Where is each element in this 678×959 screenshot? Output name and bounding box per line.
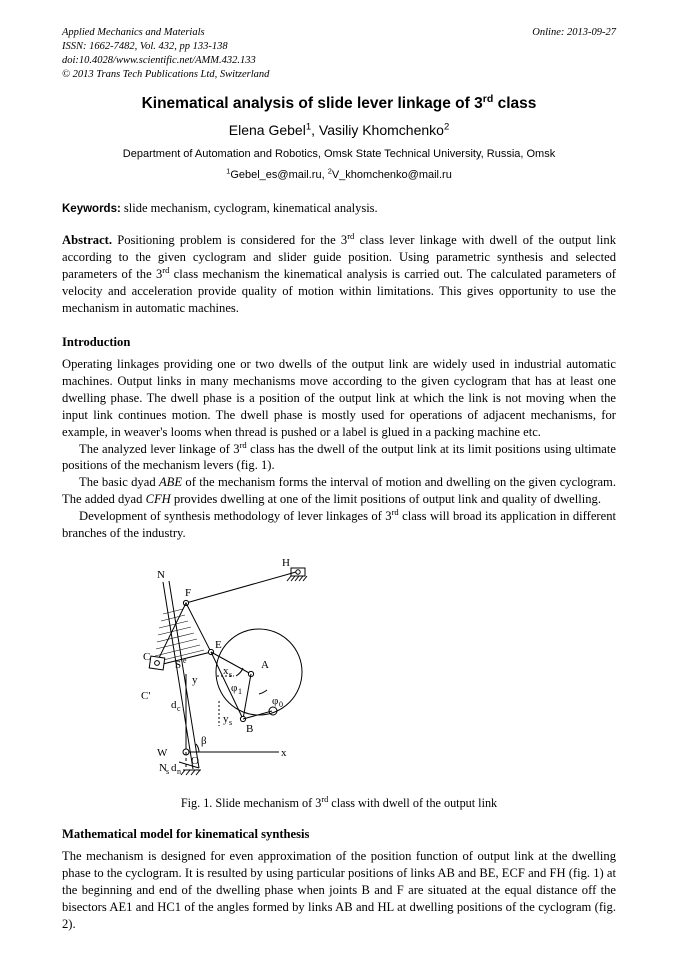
intro-p3-b: of the mechanism forms the interval of motion and dwelling on the given cyclogram. The added dyad (62, 475, 616, 507)
label-W: W (157, 747, 168, 760)
abstract-text-2: class lever linkage with dwell of the output link according to the given cyclogram and slider guide position. Using parametric synthesis and selected parameters of the 3 (62, 233, 617, 282)
intro-p4-a: Development of synthesis methodology of lever linkages of 3 (79, 509, 392, 524)
intro-p3-a: The basic dyad (79, 475, 159, 490)
intro-p3-c: provides dwelling at one of the limit positions of output link and quality of dwelling. (170, 492, 602, 507)
label-C: C (143, 651, 151, 664)
author-two-affil-marker: 2 (443, 121, 450, 133)
label-N: N (157, 569, 165, 582)
label-S: S (175, 659, 182, 672)
label-E: E (215, 639, 222, 652)
intro-p4-sup: rd (391, 507, 399, 518)
abstract-label: Abstract. (62, 233, 113, 248)
intro-p2-b: class has the dwell of the output link at its limit positions using ultimate positions of the mechanism levers (fig. 1). (62, 441, 616, 473)
introduction-paragraph-1: Operating linkages providing one or two dwells of the output link are widely used in industrial automatic machines. Output links in many mechanisms move according to the given cyclogram that has at least one dwelling phase. The dwell phase is a position of the output link at which the link is not moving when the input link continues motion. The dwell phase is mostly used for operations of adjacent mechanisms, for example, in weaver's looms when thread is pushed or a label is glued in a packing machine etc. (62, 356, 616, 439)
title-part2: class (493, 95, 537, 113)
keywords (62, 201, 616, 216)
abstract-text-3: class mechanism the kinematical analysis is carried out. The calculated parameters of velocity and acceleration provide quality of motion within limitations. This gives opportunity to use the mechanism in automatic machines. (62, 267, 616, 315)
label-Ns: N (159, 762, 167, 775)
math-section-heading: Mathematical model for kinematical synthesis (62, 827, 310, 842)
label-dc: d (171, 699, 177, 712)
author-one-affil-marker: 1 (305, 121, 312, 133)
keywords-value: slide mechanism, cyclogram, kinematical analysis. (120, 201, 378, 216)
keywords-label: Keywords: (62, 203, 121, 216)
abstract-sup-2: rd (162, 265, 170, 275)
author-one: Elena Gebel (228, 122, 306, 139)
joint-C (155, 661, 160, 666)
label-F: F (185, 587, 192, 600)
label-phi0-sub: 0 (279, 700, 283, 710)
journal-header (62, 26, 616, 81)
label-dc-sub: c (177, 704, 181, 714)
intro-p2-a: The analyzed lever linkage of 3 (79, 441, 240, 456)
journal-copyright: © 2013 Trans Tech Publications Ltd, Switzerland (62, 68, 270, 80)
label-dn: d (171, 762, 177, 775)
introduction-paragraph-3 (62, 474, 616, 508)
abstract-sup-1: rd (347, 231, 355, 242)
page-content (62, 26, 616, 933)
link-B-right (243, 711, 272, 719)
introduction-paragraph-4 (62, 508, 616, 542)
label-phi1: φ (231, 682, 238, 695)
ground-Ns (181, 770, 201, 775)
introduction-heading: Introduction (62, 334, 131, 349)
author-list (62, 122, 616, 138)
intro-p4-b: class will broad its application in different branches of the industry. (62, 509, 616, 541)
label-dn-sub: n (177, 767, 181, 777)
email-two: V_khomchenko@mail.ru (331, 169, 452, 182)
email-one-marker: 1 (226, 166, 231, 176)
ground-support-H (287, 568, 307, 581)
figure-caption-b: class with dwell of the output link (328, 796, 498, 811)
journal-issn: ISSN: 1662-7482, Vol. 432, pp 133-138 (62, 40, 228, 52)
author-emails (62, 166, 616, 182)
label-H: H (282, 557, 290, 570)
link-EB (211, 652, 243, 719)
figure-1-drawing (139, 556, 539, 794)
figure-1-caption (62, 796, 616, 811)
label-phi0: φ (272, 695, 279, 708)
abstract (62, 232, 616, 316)
link-HF (186, 572, 296, 603)
figure-caption-sup: rd (321, 795, 329, 805)
email-one: Gebel_es@mail.ru, (230, 169, 328, 182)
intro-p3-italic-2: CFH (145, 492, 171, 507)
figure-caption-a: Fig. 1. Slide mechanism of 3 (180, 796, 322, 811)
label-axis-ys-sub: s (229, 718, 233, 728)
label-C-prime: C' (141, 690, 151, 703)
angle-phi1 (236, 668, 243, 676)
label-Ns-subscript: s (166, 767, 170, 777)
math-section-paragraph: The mechanism is designed for even approximation of the position function of output link at the dwelling phase to the cyclogram. It is resulted by using particular positions of links AB and BE, ECF and FH (fig. 1) at the beginning and end of the dwelling phase when joints B and F are situated at the equal distance off the bisectors AE1 and HC1 of the angles formed by links AB and HL at dwelling positions of the cyclogram (fig. 2). (62, 849, 616, 931)
angle-phi0 (259, 690, 267, 694)
title-part1: Kinematical analysis of slide lever linkage of 3 (141, 95, 483, 113)
affiliation: Department of Automation and Robotics, Omsk State Technical University, Russia, Omsk (122, 148, 556, 161)
email-two-marker: 2 (327, 166, 332, 176)
online-date: Online: 2013-09-27 (532, 27, 616, 38)
link-AB (243, 674, 251, 719)
journal-name: Applied Mechanics and Materials (62, 27, 205, 38)
label-phi1-sub: 1 (238, 687, 242, 697)
label-O: O (191, 755, 199, 768)
page-title (62, 95, 616, 113)
label-beta: β (201, 735, 207, 748)
label-A: A (261, 659, 269, 672)
label-axis-xs: x (223, 665, 229, 678)
label-B: B (246, 723, 254, 736)
label-axis-x: x (281, 747, 287, 760)
figure-1 (62, 556, 616, 794)
label-S-superscript: e (183, 656, 187, 666)
label-axis-xs-sub: s (229, 670, 233, 680)
introduction-paragraph-2 (62, 441, 616, 475)
label-axis-ys: y (223, 713, 229, 726)
title-superscript: rd (482, 93, 494, 106)
journal-doi: doi:10.4028/www.scientific.net/AMM.432.133 (62, 54, 256, 66)
abstract-text-1: Positioning problem is considered for the 3 (112, 233, 348, 248)
author-two: Vasiliy Khomchenko (318, 122, 444, 139)
intro-p3-italic-1: ABE (158, 475, 183, 490)
author-separator: , (311, 122, 319, 139)
label-axis-y: y (192, 674, 198, 687)
intro-p2-sup: rd (239, 439, 247, 450)
